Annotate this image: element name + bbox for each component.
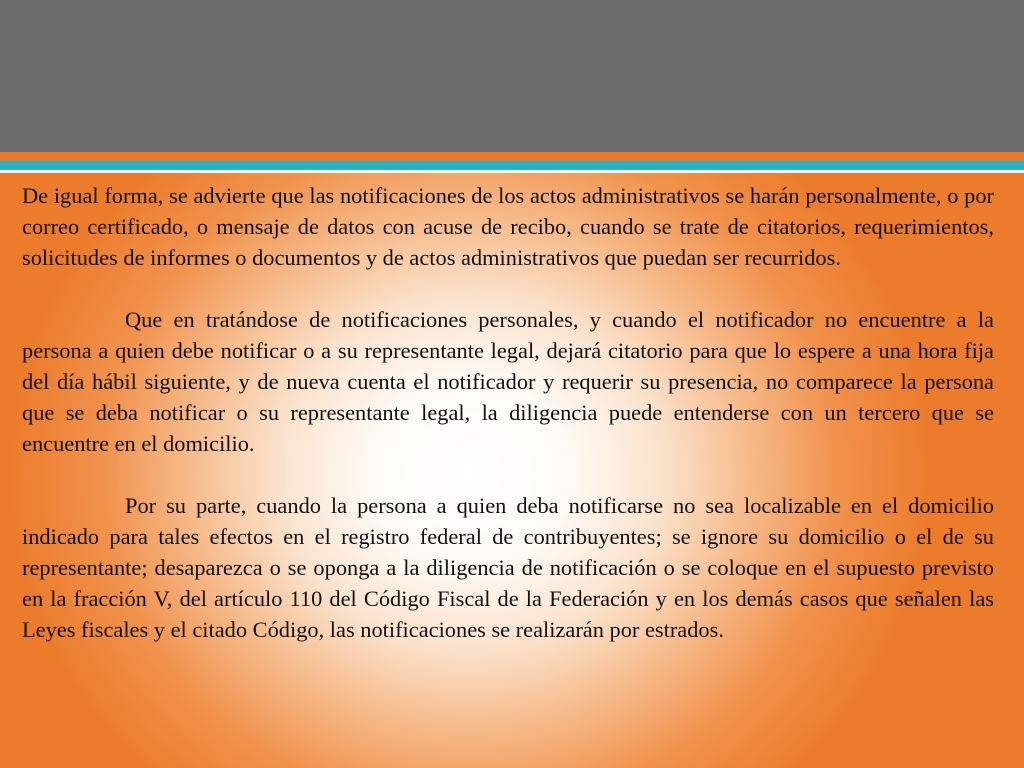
paragraph-1: De igual forma, se advierte que las notificaciones de los actos administrativos se harán personalmente, o por correo certificado, o mensaje de datos con acuse de recibo, cuando se trate de citatorios, requerimientos, solicitudes de informes o documentos y de actos administrativos que puedan ser recurridos. [22,183,994,270]
slide-text-block [22,180,994,645]
paragraph-3: Por su parte, cuando la persona a quien deba notificarse no sea localizable en el domicilio indicado para tales efectos en el registro federal de contribuyentes; se ignore su domicilio o el de su representante; desaparezca o se oponga a la diligencia de notificación o se coloque en el supuesto previsto en la fracción V, del artículo 110 del Código Fiscal de la Federación y en los demás casos que señalen las Leyes fiscales y el citado Código, las notificaciones se realizarán por estrados. [22,493,994,642]
paragraph-2: Que en tratándose de notificaciones personales, y cuando el notificador no encuentre a la persona a quien debe notificar o a su representante legal, dejará citatorio para que lo espere a una hora fija del día hábil siguiente, y de nueva cuenta el notificador y requerir su presencia, no comparece la persona que se deba notificar o su representante legal, la diligencia puede entenderse con un tercero que se encuentre en el domicilio. [22,307,994,456]
teal-stripe [0,161,1024,170]
header-band [0,0,1024,152]
orange-stripe [0,152,1024,161]
